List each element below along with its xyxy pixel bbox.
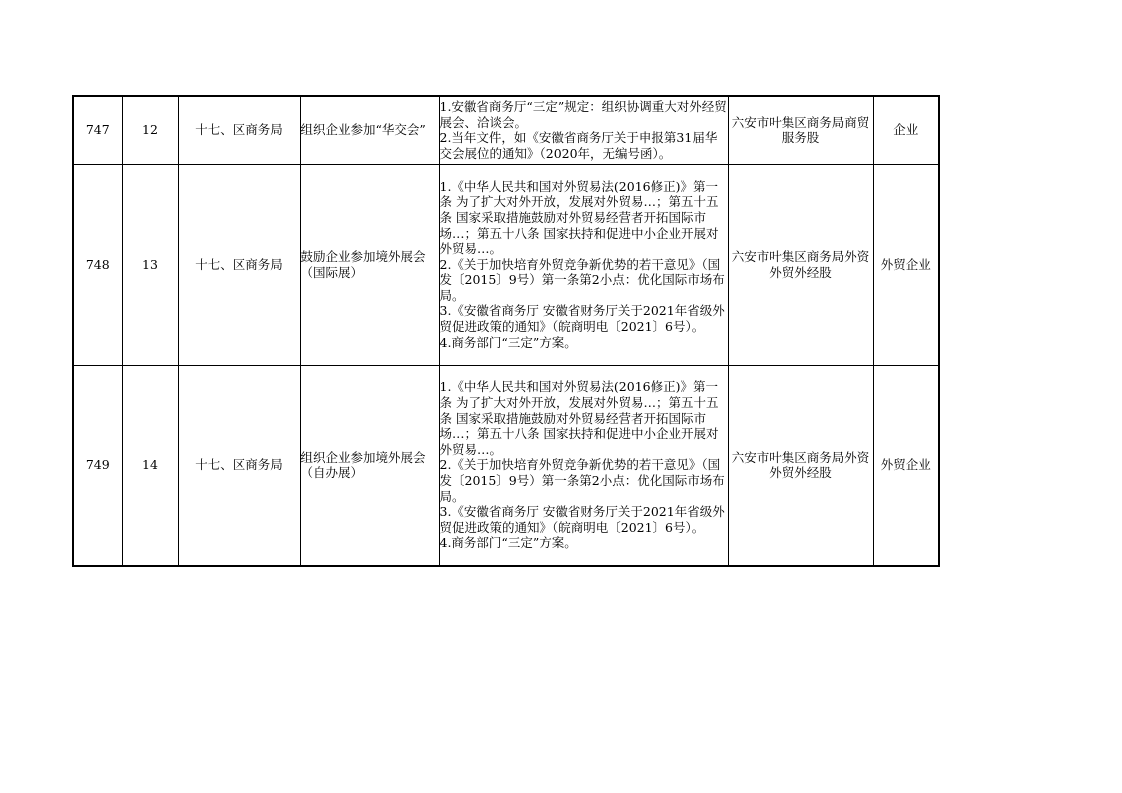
department-cell: 十七、区商务局 <box>178 365 300 566</box>
table-row <box>73 164 939 365</box>
target-cell: 企业 <box>873 96 939 164</box>
basis-line: 2.当年文件，如《安徽省商务厅关于申报第31届华交会展位的通知》（2020年，无编号函）。 <box>439 130 718 161</box>
seq-number-cell: 748 <box>73 164 122 365</box>
seq-number-cell: 749 <box>73 365 122 566</box>
table-row <box>73 96 939 164</box>
seq-number-cell: 747 <box>73 96 122 164</box>
basis-line: 4.商务部门“三定”方案。 <box>439 535 577 551</box>
basis-line: 2.《关于加快培育外贸竞争新优势的若干意见》（国发〔2015〕9号）第一条第2小点：优化国际市场布局。 <box>439 256 725 303</box>
sub-number-cell: 13 <box>122 164 178 365</box>
basis-line: 4.商务部门“三定”方案。 <box>439 334 577 350</box>
basis-line: 1.安徽省商务厅“三定”规定：组织协调重大对外经贸展会、洽谈会。 <box>439 99 727 130</box>
basis-line: 2.《关于加快培育外贸竞争新优势的若干意见》（国发〔2015〕9号）第一条第2小点：优化国际市场布局。 <box>439 457 725 504</box>
target-cell: 外贸企业 <box>873 365 939 566</box>
basis-line: 1.《中华人民共和国对外贸易法(2016修正)》第一条 为了扩大对外开放，发展对外贸易…；第五十五条 国家采取措施鼓励对外贸易经营者开拓国际市场…；第五十八条 国家扶持和促进中小企业开展对外贸易…。 <box>439 178 719 257</box>
service-list-table <box>72 95 940 567</box>
table-row <box>73 365 939 566</box>
item-name-cell: 组织企业参加境外展会（自办展） <box>300 365 439 566</box>
item-name-cell: 组织企业参加“华交会” <box>300 96 439 164</box>
basis-line: 3.《安徽省商务厅 安徽省财务厅关于2021年省级外贸促进政策的通知》（皖商明电〔2021〕6号）。 <box>439 504 725 535</box>
basis-line: 3.《安徽省商务厅 安徽省财务厅关于2021年省级外贸促进政策的通知》（皖商明电〔2021〕6号）。 <box>439 303 725 335</box>
basis-cell <box>439 96 728 164</box>
department-cell: 十七、区商务局 <box>178 164 300 365</box>
responsible-unit-cell: 六安市叶集区商务局外资外贸外经股 <box>728 164 873 365</box>
responsible-unit-cell: 六安市叶集区商务局商贸服务股 <box>728 96 873 164</box>
basis-cell <box>439 164 728 365</box>
item-name-cell: 鼓励企业参加境外展会（国际展） <box>300 164 439 365</box>
sub-number-cell: 14 <box>122 365 178 566</box>
department-cell: 十七、区商务局 <box>178 96 300 164</box>
target-cell: 外贸企业 <box>873 164 939 365</box>
responsible-unit-cell: 六安市叶集区商务局外资外贸外经股 <box>728 365 873 566</box>
basis-line: 1.《中华人民共和国对外贸易法(2016修正)》第一条 为了扩大对外开放，发展对外贸易…；第五十五条 国家采取措施鼓励对外贸易经营者开拓国际市场…；第五十八条 国家扶持和促进中小企业开展对外贸易…。 <box>439 379 719 457</box>
basis-cell <box>439 365 728 566</box>
sub-number-cell: 12 <box>122 96 178 164</box>
